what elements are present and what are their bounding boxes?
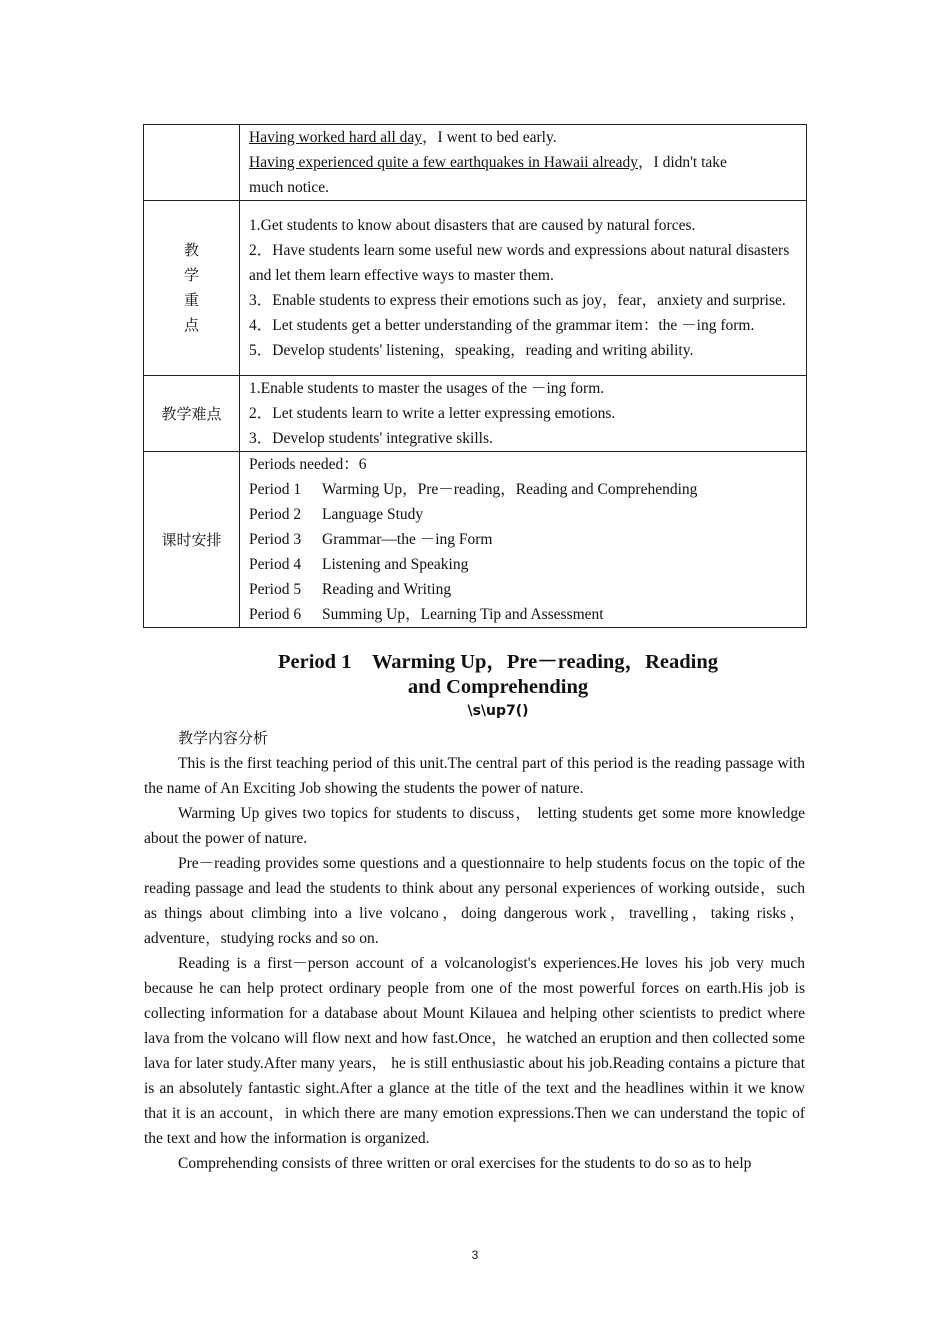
schedule-cell	[240, 452, 807, 628]
table-row-schedule	[144, 452, 807, 628]
table-row-difficulties	[144, 376, 807, 452]
section-title: Period 1 Warming Up，Pre－reading，Reading and Comprehending	[278, 651, 718, 698]
row-label-difficulties: 教学难点	[144, 376, 240, 452]
period-row: Period 2 Language Study	[249, 506, 424, 523]
list-item: 2．Let students learn to write a letter expressing emotions.	[249, 405, 616, 422]
list-item: 3．Develop students' integrative skills.	[249, 430, 493, 447]
paragraph: Comprehending consists of three written or oral exercises for the students to do so as to help	[178, 1155, 752, 1172]
section-label: 教学内容分析	[178, 729, 269, 747]
example-sentences-cell	[240, 125, 807, 201]
period-row: Period 4 Listening and Speaking	[249, 556, 469, 573]
field-code: \s\up7()	[467, 703, 529, 719]
table-row-examples	[144, 125, 807, 201]
example-sentence: Having worked hard all day，I went to bed early.	[249, 129, 557, 146]
list-item: 2．Have students learn some useful new words and expressions about natural disasters and let them learn effective ways to master them.	[249, 242, 790, 284]
period-row: Period 6 Summing Up，Learning Tip and Assessment	[249, 606, 604, 623]
row-label-schedule: 课时安排	[144, 452, 240, 628]
paragraph: This is the first teaching period of this unit.The central part of this period is the reading passage with the name of An Exciting Job showing the students the power of nature.	[144, 755, 805, 797]
paragraph: Pre－reading provides some questions and a questionnaire to help students focus on the topic of the reading passage and lead the students to think about any personal experiences of working outside，such as things about climbing into a live volcano，doing dangerous work，travelling，taking risks，adventure，studying rocks and so on.	[144, 855, 805, 947]
paragraph: Warming Up gives two topics for students to discuss， letting students get some more knowledge about the power of nature.	[144, 805, 805, 847]
difficulties-cell	[240, 376, 807, 452]
list-item: 5．Develop students' listening，speaking，reading and writing ability.	[249, 342, 694, 359]
list-item: 1.Get students to know about disasters that are caused by natural forces.	[249, 217, 696, 234]
row-label-empty	[144, 125, 240, 201]
periods-needed: Periods needed：6	[249, 456, 367, 473]
paragraph: Reading is a first－person account of a volcanologist's experiences.He loves his job very much because he can help protect ordinary people from one of the most powerful forces on earth.His job is collecting information for a database about Mount Kilauea and helping other scientists to predict where lava from the volcano will flow next and how fast.Once，he watched an eruption and then collected some lava for later study.After many years， he is still enthusiastic about his job.Reading contains a picture that is an absolutely fantastic sight.After a glance at the title of the text and the headlines within it we know that it is an account，in which there are many emotion expressions.Then we can understand the topic of the text and how the information is organized.	[144, 955, 805, 1147]
list-item: 4．Let students get a better understanding of the grammar item：the －ing form.	[249, 317, 755, 334]
page-number: 3	[471, 1248, 479, 1262]
example-sentence: Having experienced quite a few earthquakes in Hawaii already，I didn't take	[249, 154, 727, 171]
list-item: 1.Enable students to master the usages of the －ing form.	[249, 380, 605, 397]
section-body	[144, 726, 805, 1176]
period-row: Period 1 Warming Up，Pre－reading，Reading and Comprehending	[249, 481, 698, 498]
period-row: Period 3 Grammar—the －ing Form	[249, 531, 493, 548]
period-row: Period 5 Reading and Writing	[249, 581, 452, 598]
table-row-key-points	[144, 201, 807, 376]
row-label-key-points: 教 学 重 点	[144, 201, 240, 376]
key-points-cell	[240, 201, 807, 376]
example-sentence-continuation: much notice.	[249, 179, 330, 196]
lesson-plan-table	[143, 124, 807, 628]
list-item: 3．Enable students to express their emotions such as joy，fear，anxiety and surprise.	[249, 292, 786, 309]
